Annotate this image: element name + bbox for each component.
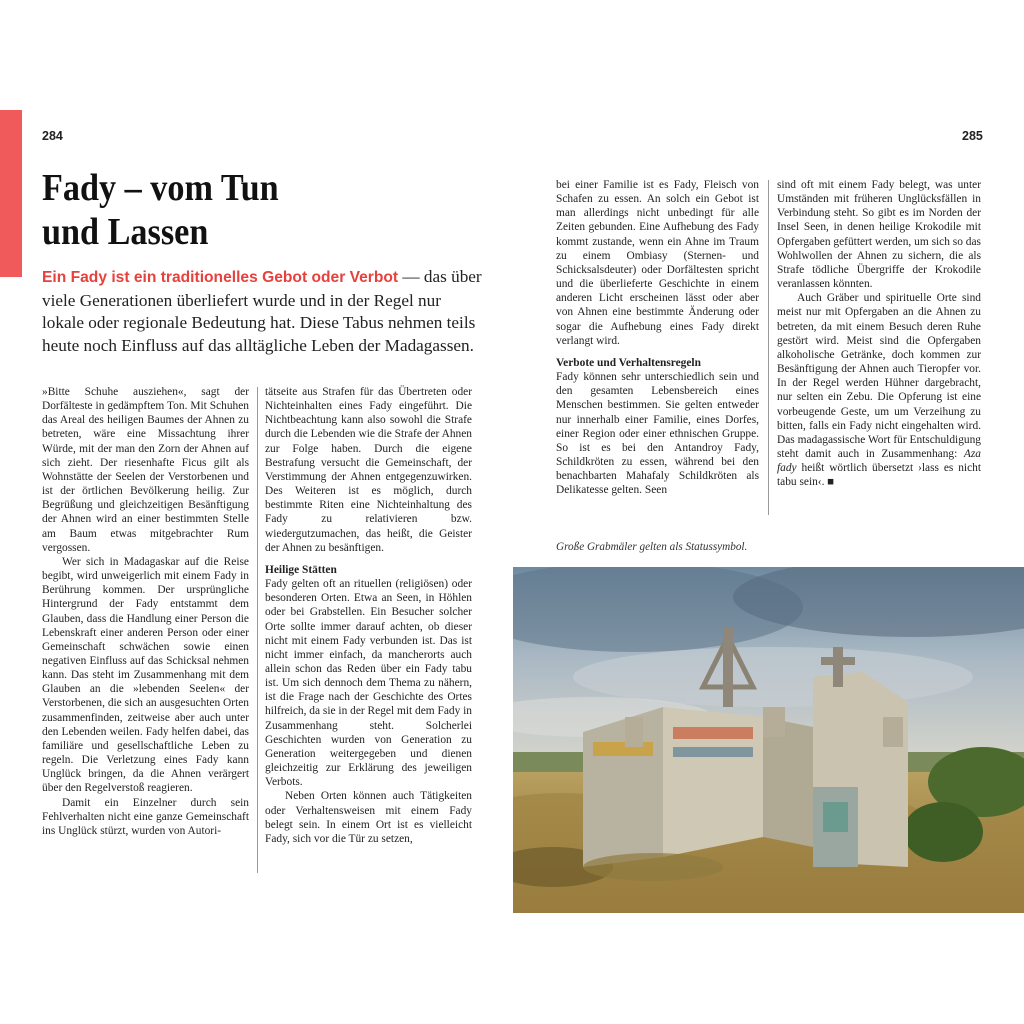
body-paragraph: bei einer Familie ist es Fady, Fleisch von Schafen zu essen. An solch ein Gebot ist man allerdings nicht unbedingt für alle Zeiten gebunden. Eine Aufhebung des Fady kommt zustande, wenn ein Ahne im Traum zu einem Ombiasy (Sternen- und Schicksalsdeuter) oder Dorfältesten spricht und die überlieferte Geschichte in einem anderen Licht erscheinen lässt oder aber von Ahnen eine bestimmte Änderung oder sogar die Aufhebung eines Fady direkt verlangt wird. (556, 179, 759, 347)
body-text: Auch Gräber und spirituelle Orte sind meist nur mit Opfergaben an die Ahnen zu betreten, da mit einem Besuch deren Ruhe gestört wird. Meist sind die Opfergaben alkoholische Getränke, doch kommen zur Besänftigung der Ahnen auch Tieropfer vor. In der Regel werden Hühner dargebracht, nur selten ein Zebu. Die Opferung ist eine vorbeugende Geste, um um Verzeihung zu bitten, falls ein Fady nicht eingehalten wird. Das madagassische Wort für Entschuldigung steht damit auch in Zusammenhang: (777, 292, 981, 460)
page-number-left: 284 (42, 129, 63, 143)
section-color-tab (0, 110, 22, 277)
italic-term: Aza fady (777, 447, 981, 475)
body-text-end: heißt wörtlich übersetzt ›lass es nicht tabu sein‹. ■ (777, 462, 981, 489)
lead-paragraph (42, 266, 482, 357)
column-divider (768, 180, 769, 515)
photo-caption: Große Grabmäler gelten als Statussymbol. (556, 541, 748, 553)
lead-accent: Ein Fady ist ein traditionelles Gebot oder Verbot (42, 269, 399, 286)
lead-text: — das über viele Generationen überliefert wurde und in der Regel nur lokale oder regionale Bedeutung hat. Diese Tabus nehmen teils heute noch Einfluss auf das alltägliche Leben der Madagassen. (42, 267, 482, 355)
body-paragraph: tätseite aus Strafen für das Übertreten oder Nichteinhalten eines Fady eingeführt. Die Nichtbeachtung kann also sowohl die Strafe durch die Lebenden wie die Strafe der Ahnen zur Folge haben. Durch die eigene Bestrafung versucht die Gemeinschaft, der Verstimmung der Ahnen entgegenzuwirken. Des Weiteren ist es möglich, durch bestimmte Riten eine Nichteinhaltung des Fady zu relativieren bzw. wiedergutzumachen, das heißt, die Geister der Ahnen zu besänftigen. (265, 386, 472, 554)
article-title-line-1: Fady – vom Tun (42, 167, 279, 209)
subheading-verbote: Verbote und Verhaltensregeln (556, 356, 701, 369)
body-paragraph: sind oft mit einem Fady belegt, was unter Umständen mit früheren Unglücksfällen in Verbindung steht. So gibt es im Norden der Insel Seen, in denen heilige Krokodile mit Opfergaben gefüttert werden, um sich so das Wohlwollen der Ahnen zu sichern, die als Strafe tödliche Übergriffe der Krokodile veranlassen könnten. (777, 179, 981, 291)
column-divider (257, 387, 258, 873)
text-column-1 (42, 385, 249, 838)
body-paragraph: »Bitte Schuhe ausziehen«, sagt der Dorfälteste in gedämpftem Ton. Mit Schuhen das Areal des heiligen Baumes der Ahnen zu betreten, wäre eine Missachtung ihrer Würde, mit der man den Zorn der Ahnen auf sich zieht. Der riesenhafte Ficus gilt als Wohnstätte der Seelen der Verstorbenen und ist der örtlichen Bevölkerung heilig. Zur Begrüßung und gleichzeitigen Besänftigung der Ahnen wird an einer bestimmten Stelle am Baum etwas mitgebrachter Rum vergossen. (42, 386, 249, 554)
body-paragraph: Fady gelten oft an rituellen (religiösen) oder besonderen Orten. Etwa an Seen, in Höhlen oder bei Grabstellen. Ein Besucher solcher Orte sollte immer darauf achten, ob dieser nicht mit einem Fady verbunden ist. Das ist nicht immer einfach, da mancherorts auch allein schon das Reden über ein Fady tabu ist. Um sich dennoch dem Thema zu nähern, ist die Frage nach der Geschichte des Ortes hilfreich, da sie in der Regel mit dem Fady in Zusammenhang steht. Solcherlei Geschichten wurden von Generation zu Generation weitergegeben und dienen gleichzeitig zur Erklärung des jeweiligen Verbots. (265, 578, 472, 789)
body-paragraph: Fady können sehr unterschiedlich sein und den gesamten Lebensbereich eines Menschen bestimmen. Sie gelten entweder nur innerhalb einer Familie, eines Dorfes, einer Region oder einer ethnischen Gruppe. So ist es bei den Antandroy Fady, Schildkröten zu essen, während bei den benachbarten Mahafaly Schildkröten als Delikatesse gelten. Seen (556, 371, 759, 497)
body-paragraph: Wer sich in Madagaskar auf die Reise begibt, wird unweigerlich mit einem Fady in Berührung kommen. Der ursprüngliche Hintergrund der Fady entstammt dem Glauben, dass die Handlung einer Person die Lebenskraft einer anderen Person oder einer Gemeinschaft schwächen sowie einen negativen Einfluss auf das Schicksal nehmen kann. Das steht im Zusammenhang mit dem Glauben an die »lebenden Seelen« der Verstorbenen, die sich an ausgesuchten Orten zusammenfinden, zeitweise aber auch unter den Lebenden weilen. Fady helfen dabei, das familiäre und gesellschaftliche Leben zu regeln. Die Verletzung eines Fady kann Unglück bringen, da die Ahnen verärgert über den Regelverstoß reagieren. (42, 555, 249, 795)
article-title-line-2: und Lassen (42, 211, 209, 253)
body-paragraph: Neben Orten können auch Tätigkeiten oder Verhaltensweisen mit einem Fady belegt sein. In einem Ort ist es vielleicht Fady, sich vor die Tür zu setzen, (265, 790, 472, 845)
body-paragraph: Damit ein Einzelner durch sein Fehlverhalten nicht eine ganze Gemeinschaft ins Unglück stürzt, wurden von Autori- (42, 796, 249, 837)
text-column-3 (556, 178, 759, 497)
page-number-right: 285 (962, 129, 983, 143)
article-title (42, 166, 420, 254)
tomb-photo (513, 567, 1024, 913)
text-column-2 (265, 385, 472, 846)
subheading-heilige-staetten: Heilige Stätten (265, 563, 337, 576)
text-column-4 (777, 178, 981, 489)
body-paragraph (777, 291, 981, 489)
